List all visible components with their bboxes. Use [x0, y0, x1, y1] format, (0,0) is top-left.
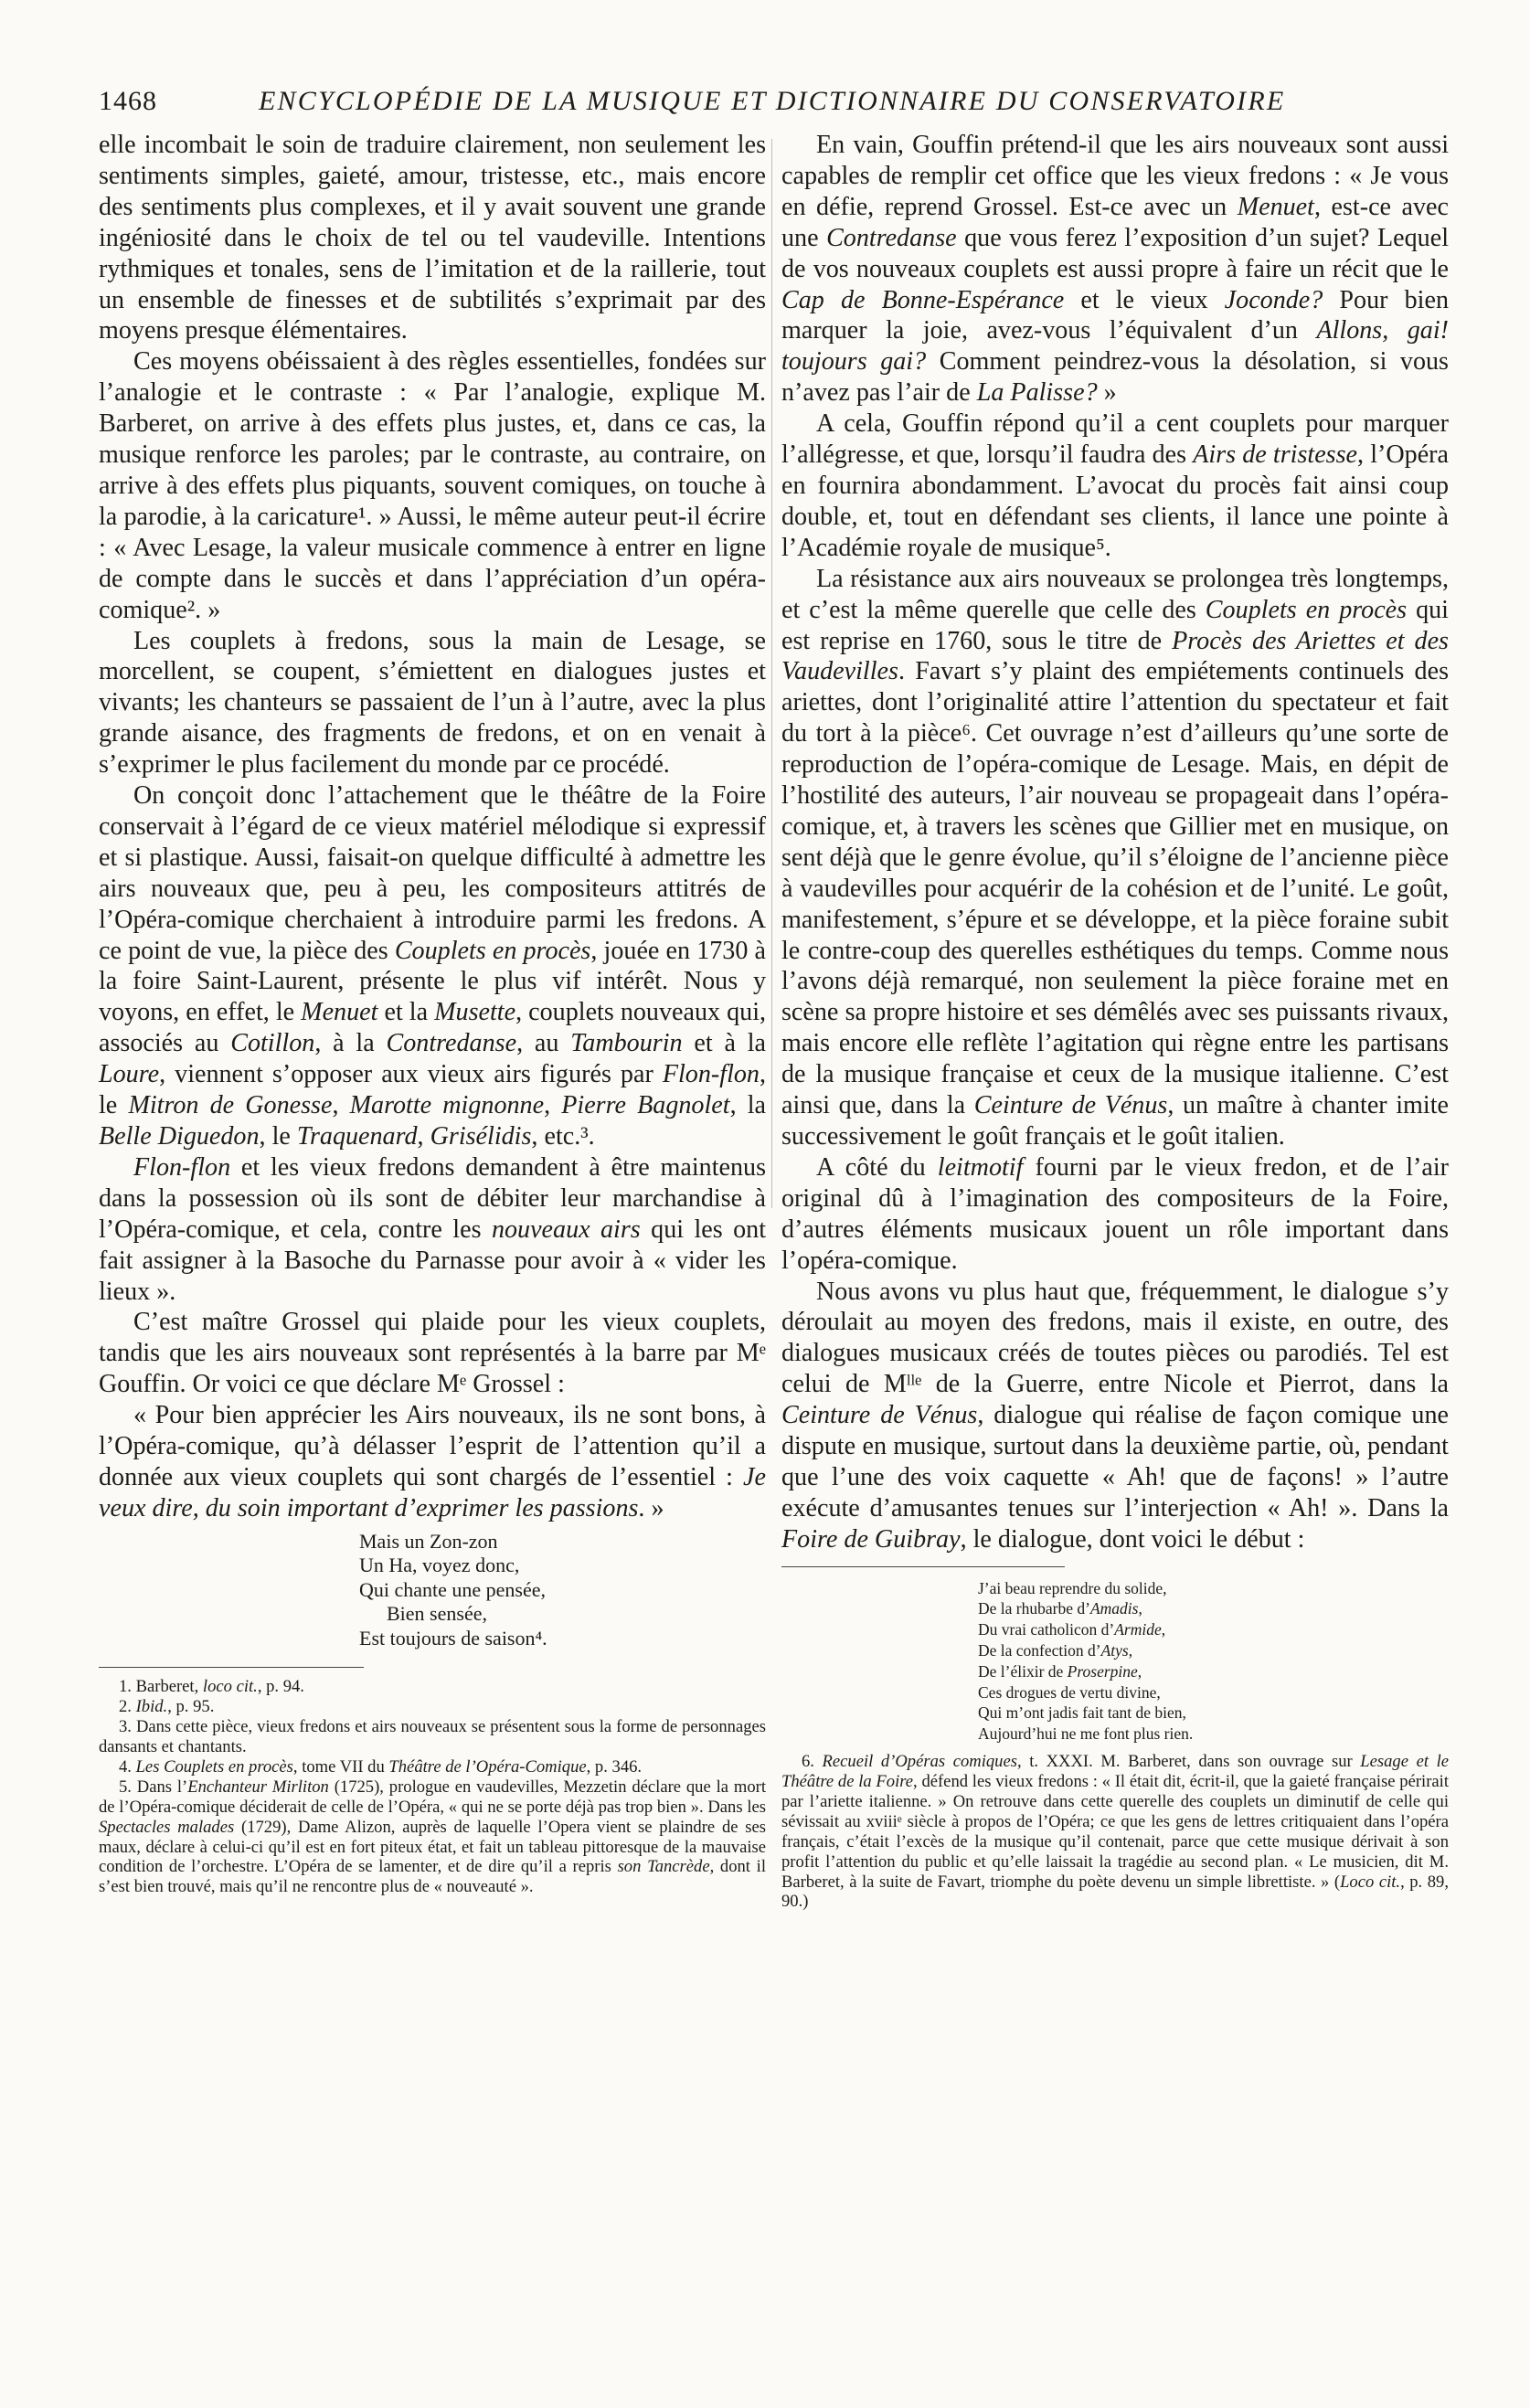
work-title: Cotillon	[230, 1029, 315, 1058]
work-title: Menuet	[301, 998, 378, 1027]
work-title: Pierre Bagnolet	[561, 1091, 730, 1120]
work-title: Contredanse	[386, 1029, 517, 1058]
verse-line: Du vrai catholicon d’Armide,	[978, 1620, 1166, 1639]
emphasis: Je veux dire, du soin important d’exprimer les passions	[99, 1462, 766, 1522]
verse-quote	[781, 1578, 1449, 1745]
work-title: Belle Diguedon	[99, 1122, 260, 1151]
work-title: Mitron de Gonesse	[128, 1091, 333, 1120]
verse-line: Est toujours de saison⁴.	[359, 1626, 547, 1650]
paragraph: A côté du leitmotif fourni par le vieux fredon, et de l’air original dû à l’imagination des compositeurs de la Foire, d’autres éléments musicaux jouent un rôle important dans l’opéra-comique.	[781, 1152, 1449, 1275]
work-title: Traquenard	[296, 1122, 418, 1151]
work-title: Flon-flon	[133, 1152, 231, 1182]
footnote: 6. Recueil d’Opéras comiques, t. XXXI. M. Barberet, dans son ouvrage sur Lesage et le Théâtre de la Foire, défend les vieux fredons : « Il était dit, écrit-il, que la gaieté française périrait par l’ariette italienne. » On retrouve dans cette querelle des couplets un diminutif de celle qui sévissait au xviiiᵉ siècle à propos de l’Opéra; ce que les gens de lettres critiquaient dans l’opéra français, c’était l’excès de la musique qu’il contenait, parce que cette musique dérivait à son profit l’attention du public et qu’elle laissait la tragédie au second plan. « Le musicien, dit M. Barberet, à la suite de Favart, triomphe du poète devenu un simple librettiste. » (Loco cit., p. 89, 90.)	[781, 1752, 1450, 1912]
work-title: Ceinture de Vénus	[973, 1091, 1168, 1120]
work-title: Contredanse	[826, 223, 957, 252]
footnotes	[781, 1752, 1449, 1912]
emphasis: leitmotif	[937, 1152, 1024, 1182]
work-title: Flon-flon	[662, 1060, 760, 1089]
footnote: 2. Ibid., p. 95.	[119, 1697, 215, 1717]
paragraph: « Pour bien apprécier les Airs nouveaux, ils ne sont bons, à l’Opéra-comique, qu’à délasser l’esprit de l’attention qu’il a donnée aux vieux couplets qui sont chargés de l’essentiel : Je veux dire, du soin important d’exprimer les passions. »	[99, 1401, 766, 1522]
page-number: 1468	[99, 86, 157, 116]
footnote: 1. Barberet, loco cit., p. 94.	[119, 1677, 304, 1697]
work-title: Menuet	[1237, 192, 1314, 221]
paragraph: On conçoit donc l’attachement que le théâtre de la Foire conservait à l’égard de ce vieux matériel mélodique si expressif et si plastique. Aussi, faisait-on quelque difficulté à admettre les airs nouveaux que, peu à peu, les compositeurs attitrés de l’Opéra-comique cherchaient à introduire parmi les fredons. A ce point de vue, la pièce des Couplets en procès, jouée en 1730 à la foire Saint-Laurent, présente le plus vif intérêt. Nous y voyons, en effet, le Menuet et la Musette, couplets nouveaux qui, associés au Cotillon, à la Contredanse, au Tambourin et à la Loure, viennent s’opposer aux vieux airs figurés par Flon-flon, le Mitron de Gonesse, Marotte mignonne, Pierre Bagnolet, la Belle Diguedon, le Traquenard, Grisélidis, etc.³.	[99, 781, 767, 1151]
verse-line: Ces drogues de vertu divine,	[978, 1682, 1161, 1702]
verse-line: Bien sensée,	[387, 1602, 487, 1626]
work-title: Marotte mignonne	[349, 1091, 545, 1120]
paragraph: La résistance aux airs nouveaux se prolongea très longtemps, et c’est la même querelle que celle des Couplets en procès qui est reprise en 1760, sous le titre de Procès des Ariettes et des Vaudevilles. Favart s’y plaint des empiétements continuels des ariettes, dont l’originalité attire l’attention du spectateur et fait du tort à la pièce⁶. Cet ouvrage n’est d’ailleurs qu’une sorte de reproduction de l’opéra-comique de Lesage. Mais, en dépit de l’hostilité des auteurs, l’air nouveau se propageait dans l’opéra-comique, et, à travers les scènes que Gillier met en musique, on sent déjà que le genre évolue, qu’il s’éloigne de l’ancienne pièce à vaudevilles pour acquérir de la cohésion et de l’unité. Le goût, manifestement, s’épure et se développe, et la pièce foraine subit le contre-coup des querelles esthétiques du temps. Comme nous l’avons déjà remarqué, non seulement la pièce foraine met en scène sa propre histoire et ses démêlés avec ses puissants rivaux, mais encore elle reflète l’agitation qui règne entre les partisans de la musique française et ceux de la musique italienne. C’est ainsi que, dans la Ceinture de Vénus, un maître à chanter imite successivement le goût français et le goût italien.	[781, 564, 1449, 1151]
work-title: Loure	[99, 1060, 160, 1089]
verse-line: De la confection d’Atys,	[978, 1641, 1133, 1660]
work-title: Tambourin	[570, 1029, 683, 1058]
paragraph: C’est maître Grossel qui plaide pour les vieux couplets, tandis que les airs nouveaux sont représentés à la barre par Mᵉ Gouffin. Or voici ce que déclare Mᵉ Grossel :	[99, 1308, 766, 1399]
footnote-separator	[99, 1667, 364, 1668]
paragraph: Les couplets à fredons, sous la main de Lesage, se morcellent, se coupent, s’émiettent en dialogues justes et vivants; les chanteurs se passaient de l’un à l’autre, avec la plus grande aisance, des fragments de fredons, et on en venait à s’exprimer le plus facilement du monde par ce procédé.	[99, 626, 766, 780]
left-column	[99, 130, 766, 1897]
emphasis: nouveaux airs	[491, 1215, 641, 1244]
work-title: Couplets en procès	[394, 936, 591, 965]
work-title: Allons, gai! toujours gai?	[781, 316, 1449, 377]
verse-line: Qui m’ont jadis fait tant de bien,	[978, 1703, 1186, 1723]
paragraph: Ces moyens obéissaient à des règles essentielles, fondées sur l’analogie et le contraste : « Par l’analogie, explique M. Barberet, on arrive à des effets plus justes, et, dans ce cas, la musique renforce les paroles; par le contraste, au contraire, on arrive à des effets plus piquants, souvent comiques, on touche à la parodie, à la caricature¹. » Aussi, le même auteur peut-il écrire : « Avec Lesage, la valeur musicale commence à entrer en ligne de compte dans le succès et dans l’appréciation d’un opéra-comique². »	[99, 347, 766, 624]
footnote: 4. Les Couplets en procès, tome VII du Théâtre de l’Opéra-Comique, p. 346.	[119, 1756, 643, 1777]
work-title: Ceinture de Vénus	[781, 1401, 978, 1430]
paragraph: En vain, Gouffin prétend-il que les airs nouveaux sont aussi capables de remplir cet office que les vieux fredons : « Je vous en défie, reprend Grossel. Est-ce avec un Menuet, est-ce avec une Contredanse que vous ferez l’exposition d’un sujet? Lequel de vos nouveaux couplets est aussi propre à faire un récit que le Cap de Bonne-Espérance et le vieux Joconde? Pour bien marquer la joie, avez-vous l’équivalent d’un Allons, gai! toujours gai? Comment peindrez-vous la désolation, si vous n’avez pas l’air de La Palisse? »	[781, 131, 1449, 408]
paragraph: Nous avons vu plus haut que, fréquemment, le dialogue s’y déroulait au moyen des fredons, mais il existe, en outre, des dialogues musicaux créés de toutes pièces ou parodiés. Tel est celui de Mˡˡᵉ de la Guerre, entre Nicole et Pierrot, dans la Ceinture de Vénus, dialogue qui réalise de façon comique une dispute en musique, surtout dans la deuxième partie, où, pendant que l’une des voix caquette « Ah! que de façons! » l’autre exécute d’amusantes tenues sur l’interjection « Ah! ». Dans la Foire de Guibray, le dialogue, dont voici le début :	[781, 1277, 1449, 1554]
footnotes	[99, 1677, 766, 1897]
work-title: Foire de Guibray	[781, 1524, 961, 1554]
work-title: Couplets en procès	[1205, 595, 1408, 624]
work-title: Joconde?	[1224, 285, 1323, 314]
paragraph: A cela, Gouffin répond qu’il a cent couplets pour marquer l’allégresse, et que, lorsqu’il faudra des Airs de tristesse, l’Opéra en fournira abondamment. L’avocat du procès fait ainsi coup double, et, tout en défendant ses clients, il lance une pointe à l’Académie royale de musique⁵.	[781, 409, 1450, 562]
right-column	[781, 130, 1449, 1912]
work-title: Procès des Ariettes et des Vaudevilles	[781, 626, 1449, 686]
verse-line: De la rhubarbe d’Amadis,	[978, 1599, 1142, 1618]
work-title: Musette	[434, 998, 516, 1027]
emphasis: Airs de tristesse	[1193, 440, 1358, 470]
work-title: Cap de Bonne-Espérance	[781, 285, 1065, 314]
work-title: La Palisse?	[976, 378, 1098, 408]
work-title: Grisélidis	[430, 1122, 532, 1151]
verse-line: J’ai beau reprendre du solide,	[978, 1578, 1167, 1597]
running-header	[99, 86, 1451, 122]
column-rule	[771, 139, 772, 1208]
footnote: 3. Dans cette pièce, vieux fredons et airs nouveaux se présentent sous la forme de personnages dansants et chantants.	[99, 1717, 766, 1756]
paragraph: Flon-flon et les vieux fredons demandent à être maintenus dans la possession où ils sont de débiter leur marchandise à l’Opéra-comique, et cela, contre les nouveaux airs qui les ont fait assigner à la Basoche du Parnasse pour avoir à « vider les lieux ».	[99, 1152, 767, 1306]
running-title: ENCYCLOPÉDIE DE LA MUSIQUE ET DICTIONNAIRE DU CONSERVATOIRE	[259, 86, 1286, 116]
verse-quote	[99, 1530, 766, 1651]
verse-line: De l’élixir de Proserpine,	[978, 1661, 1142, 1681]
quote-separator	[781, 1566, 1065, 1567]
paragraph: elle incombait le soin de traduire clairement, non seulement les sentiments simples, gaieté, amour, tristesse, etc., mais encore des sentiments plus complexes, et il y avait souvent une grande ingéniosité dans le choix de tel ou tel vaudeville. Intentions rythmiques et tonales, sens de l’imitation et de la raillerie, tout un ensemble de finesses et de subtilités s’exprimait par des moyens presque élémentaires.	[99, 131, 766, 345]
footnote: 5. Dans l’Enchanteur Mirliton (1725), prologue en vaudevilles, Mezzetin déclare que la mort de l’Opéra-comique déciderait de celle de l’Opéra, « qui ne se porte déjà pas trop bien ». Dans les Spectacles malades (1729), Dame Alizon, auprès de laquelle l’Opera vient se plaindre de ses maux, déclare à celui-ci qu’il est en fort piteux état, et fait un tableau pittoresque de la mauvaise condition de l’orchestre. L’Opéra de se lamenter, et de dire qu’il a repris son Tancrède, dont il s’est bien trouvé, mais qu’il ne rencontre plus de « nouveauté ».	[99, 1777, 767, 1897]
verse-line: Mais un Zon-zon	[359, 1529, 498, 1553]
verse-line: Aujourd’hui ne me font plus rien.	[978, 1724, 1194, 1744]
verse-line: Un Ha, voyez donc,	[359, 1554, 520, 1577]
verse-line: Qui chante une pensée,	[359, 1577, 547, 1601]
